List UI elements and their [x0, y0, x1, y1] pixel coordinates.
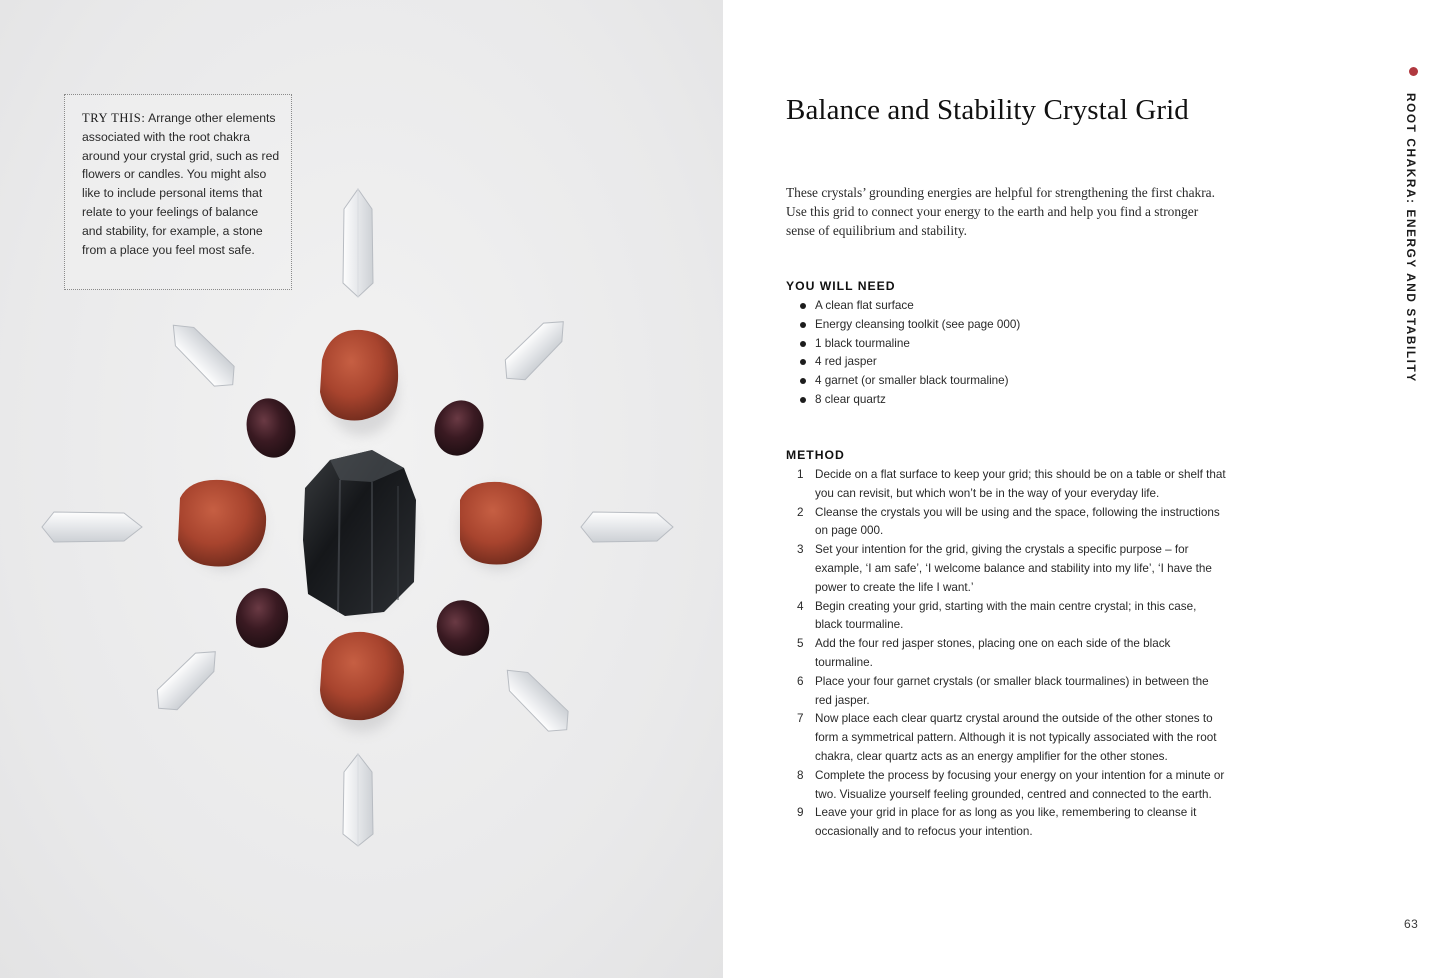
- list-item: [786, 297, 1020, 316]
- method-step: [786, 598, 1226, 636]
- page-title: Balance and Stability Crystal Grid: [786, 94, 1189, 126]
- method-step: [786, 767, 1226, 805]
- method-step: [786, 541, 1226, 597]
- step-number: 8: [797, 768, 804, 782]
- list-item-text: 8 clear quartz: [815, 392, 886, 406]
- bullet-icon: [800, 378, 806, 384]
- method-step: [786, 804, 1226, 842]
- step-number: 4: [797, 599, 804, 613]
- bullet-icon: [800, 359, 806, 365]
- step-text: Begin creating your grid, starting with the main centre crystal; in this case, black tourmaline.: [815, 599, 1197, 632]
- list-item-text: 4 garnet (or smaller black tourmaline): [815, 374, 1009, 388]
- step-text: Now place each clear quartz crystal around the outside of the other stones to form a symmetrical pattern. Although it is not typically associated with the root chakra, clear quartz acts as an energy amplifier for the other stones.: [815, 712, 1217, 763]
- page-number: 63: [1404, 917, 1419, 931]
- list-item: [786, 335, 1020, 354]
- step-text: Leave your grid in place for as long as you like, remembering to cleanse it occasionally and to refocus your intention.: [815, 806, 1197, 839]
- list-item: [786, 316, 1020, 335]
- step-number: 2: [797, 505, 804, 519]
- step-number: 5: [797, 637, 804, 651]
- step-number: 7: [797, 712, 804, 726]
- try-this-text: [82, 109, 281, 259]
- method-list: [786, 466, 1226, 842]
- step-text: Place your four garnet crystals (or smaller black tourmalines) in between the red jasper.: [815, 674, 1209, 707]
- you-will-need-list: [786, 297, 1020, 410]
- bullet-icon: [800, 397, 806, 403]
- list-item-text: Energy cleansing toolkit (see page 000): [815, 317, 1021, 331]
- method-step: [786, 635, 1226, 673]
- step-text: Set your intention for the grid, giving the crystals a specific purpose – for example, ‘I am safe’, ‘I welcome balance and stability into my life’, ‘I have the power to create the life I want.’: [815, 543, 1212, 594]
- bullet-icon: [800, 341, 806, 347]
- chapter-side-tab: ROOT CHAKRA: ENERGY AND STABILITY: [1404, 93, 1418, 383]
- try-this-box: [64, 94, 292, 290]
- try-this-label: TRY THIS:: [82, 111, 146, 125]
- step-number: 6: [797, 674, 804, 688]
- step-text: Decide on a flat surface to keep your grid; this should be on a table or shelf that you can revisit, but which won’t be in the way of your everyday life.: [815, 468, 1226, 500]
- step-text: Complete the process by focusing your energy on your intention for a minute or two. Visualize yourself feeling grounded, centred and connected to the earth.: [815, 768, 1225, 801]
- intro-paragraph: These crystals’ grounding energies are helpful for strengthening the first chakra. Use this grid to connect your energy to the earth and help you find a stronger sense of equilibrium and stability.: [786, 185, 1215, 238]
- list-item-text: A clean flat surface: [815, 299, 914, 312]
- step-number: 9: [797, 806, 804, 820]
- you-will-need-heading: YOU WILL NEED: [786, 279, 896, 293]
- method-step: [786, 710, 1226, 766]
- bullet-icon: [800, 322, 806, 328]
- method-step: [786, 673, 1226, 711]
- black-tourmaline-centre: [303, 450, 416, 616]
- list-item: [786, 372, 1020, 391]
- step-number: 1: [797, 468, 804, 481]
- step-number: 3: [797, 543, 804, 557]
- text-page: [723, 0, 1445, 978]
- bullet-icon: [800, 303, 806, 309]
- step-text: Add the four red jasper stones, placing one on each side of the black tourmaline.: [815, 637, 1171, 669]
- method-step: [786, 466, 1226, 504]
- method-step: [786, 504, 1226, 542]
- list-item-text: 4 red jasper: [815, 355, 877, 369]
- list-item: [786, 391, 1020, 410]
- try-this-body: Arrange other elements associated with the root chakra around your crystal grid, such as red flowers or candles. You might also like to include personal items that relate to your feelings of balance and stability, for example, a stone from a place you feel most safe.: [82, 111, 280, 257]
- list-item: [786, 353, 1020, 372]
- section-marker-dot: [1409, 67, 1418, 76]
- list-item-text: 1 black tourmaline: [815, 336, 910, 350]
- step-text: Cleanse the crystals you will be using and the space, following the instructions on page 000.: [815, 505, 1220, 538]
- method-heading: METHOD: [786, 448, 845, 462]
